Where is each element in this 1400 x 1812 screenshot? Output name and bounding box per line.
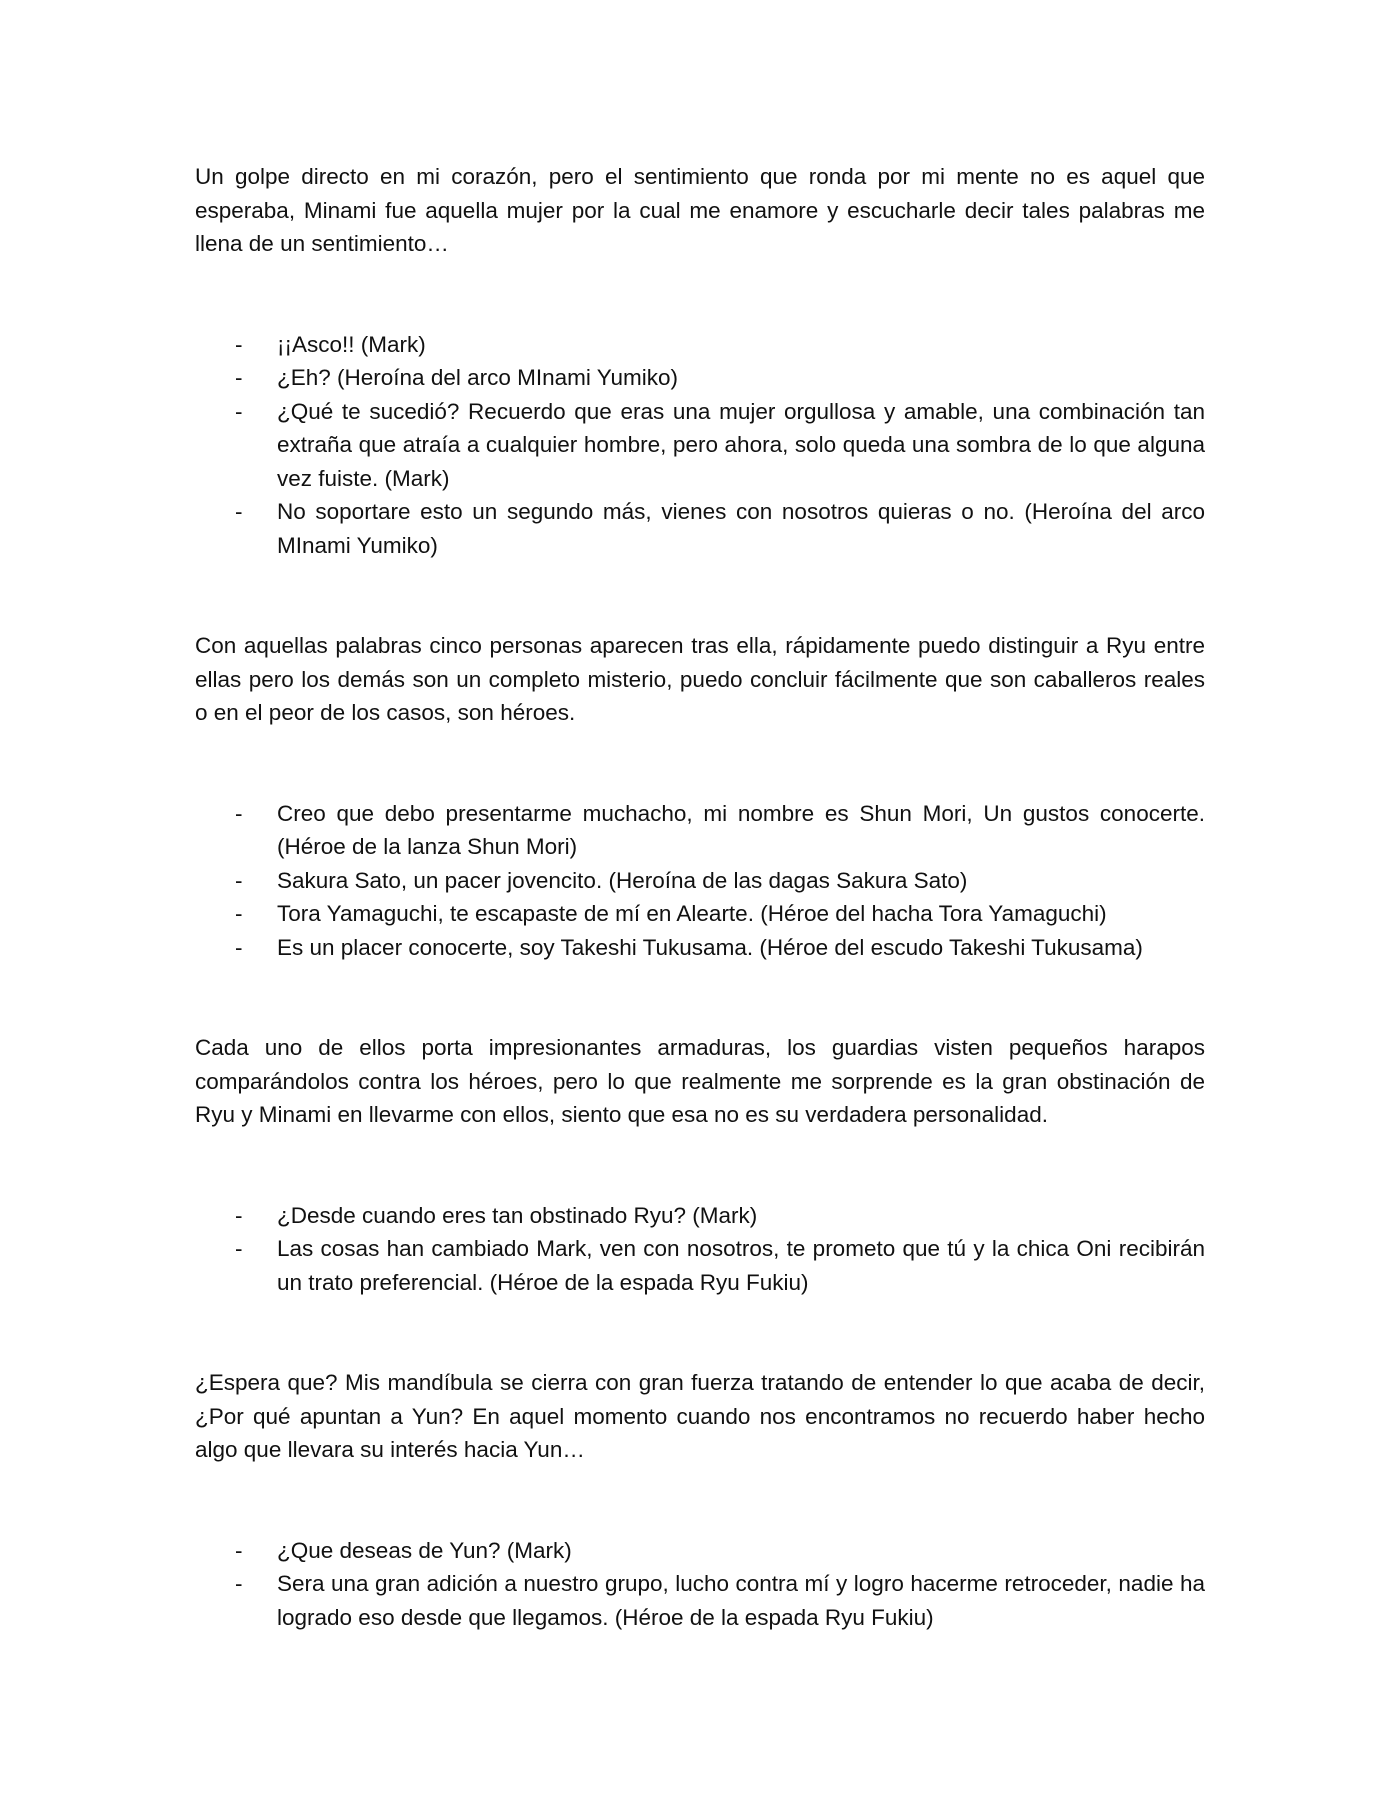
dash-bullet: -	[235, 1202, 243, 1228]
dialogue-line	[195, 797, 1205, 864]
dash-bullet: -	[235, 1537, 243, 1563]
dialogue-line	[195, 328, 1205, 362]
dash-bullet: -	[235, 800, 243, 826]
dialogue-line	[195, 931, 1205, 965]
dash-bullet: -	[235, 331, 243, 357]
narrative-paragraph: Un golpe directo en mi corazón, pero el sentimiento que ronda por mi mente no es aquel que esperaba, Minami fue aquella mujer por la cual me enamore y escucharle decir tales palabras me llena de un sentimiento…	[195, 164, 1205, 256]
dialogue-line	[195, 361, 1205, 395]
dialogue-line	[195, 1232, 1205, 1299]
narrative-paragraph: ¿Espera que? Mis mandíbula se cierra con gran fuerza tratando de entender lo que acaba de decir, ¿Por qué apuntan a Yun? En aquel momento cuando nos encontramos no recuerdo haber hecho algo que llevara su interés hacia Yun…	[195, 1370, 1205, 1462]
dialogue-line	[195, 1199, 1205, 1233]
dialogue-text: ¡¡Asco!! (Mark)	[277, 331, 426, 357]
narrative-paragraph: Cada uno de ellos porta impresionantes armaduras, los guardias visten pequeños harapos comparándolos contra los héroes, pero lo que realmente me sorprende es la gran obstinación de Ryu y Minami en llevarme con ellos, siento que esa no es su verdadera personalidad.	[195, 1035, 1205, 1127]
dialogue-text: Es un placer conocerte, soy Takeshi Tukusama. (Héroe del escudo Takeshi Tukusama)	[277, 934, 1143, 960]
dash-bullet: -	[235, 934, 243, 960]
dialogue-line	[195, 1567, 1205, 1634]
dialogue-text: Sakura Sato, un pacer jovencito. (Heroína de las dagas Sakura Sato)	[277, 867, 968, 893]
dialogue-list	[195, 1534, 1205, 1635]
dialogue-text: Las cosas han cambiado Mark, ven con nosotros, te prometo que tú y la chica Oni recibirán un trato preferencial. (Héroe de la espada Ryu Fukiu)	[277, 1236, 1205, 1295]
document-body	[195, 160, 1205, 1634]
dialogue-text: Sera una gran adición a nuestro grupo, lucho contra mí y logro hacerme retroceder, nadie ha logrado eso desde que llegamos. (Héroe de la espada Ryu Fukiu)	[277, 1571, 1205, 1630]
dialogue-line	[195, 495, 1205, 562]
dash-bullet: -	[235, 365, 243, 390]
narrative-paragraph: Con aquellas palabras cinco personas aparecen tras ella, rápidamente puedo distinguir a Ryu entre ellas pero los demás son un completo misterio, puedo concluir fácilmente que son caballeros reales o en el peor de los casos, son héroes.	[195, 633, 1205, 725]
dialogue-line	[195, 897, 1205, 931]
dialogue-line	[195, 1534, 1205, 1568]
dash-bullet: -	[235, 867, 243, 893]
dialogue-line	[195, 864, 1205, 898]
dialogue-text: Tora Yamaguchi, te escapaste de mí en Alearte. (Héroe del hacha Tora Yamaguchi)	[277, 901, 1107, 926]
dialogue-list	[195, 1199, 1205, 1300]
dialogue-text: No soportare esto un segundo más, vienes con nosotros quieras o no. (Heroína del arco MInami Yumiko)	[277, 499, 1205, 558]
dialogue-list	[195, 797, 1205, 965]
dialogue-text: ¿Desde cuando eres tan obstinado Ryu? (Mark)	[277, 1202, 758, 1228]
dialogue-text: ¿Eh? (Heroína del arco MInami Yumiko)	[277, 365, 679, 390]
dash-bullet: -	[235, 1236, 243, 1261]
dialogue-list	[195, 328, 1205, 563]
dialogue-text: ¿Que deseas de Yun? (Mark)	[277, 1537, 572, 1563]
dash-bullet: -	[235, 398, 243, 424]
dash-bullet: -	[235, 499, 243, 524]
dialogue-text: Creo que debo presentarme muchacho, mi nombre es Shun Mori, Un gustos conocerte. (Héroe de la lanza Shun Mori)	[277, 800, 1205, 859]
dash-bullet: -	[235, 901, 243, 926]
dash-bullet: -	[235, 1571, 243, 1596]
dialogue-line	[195, 395, 1205, 496]
dialogue-text: ¿Qué te sucedió? Recuerdo que eras una mujer orgullosa y amable, una combinación tan extraña que atraía a cualquier hombre, pero ahora, solo queda una sombra de lo que alguna vez fuiste. (Mark)	[277, 398, 1205, 491]
